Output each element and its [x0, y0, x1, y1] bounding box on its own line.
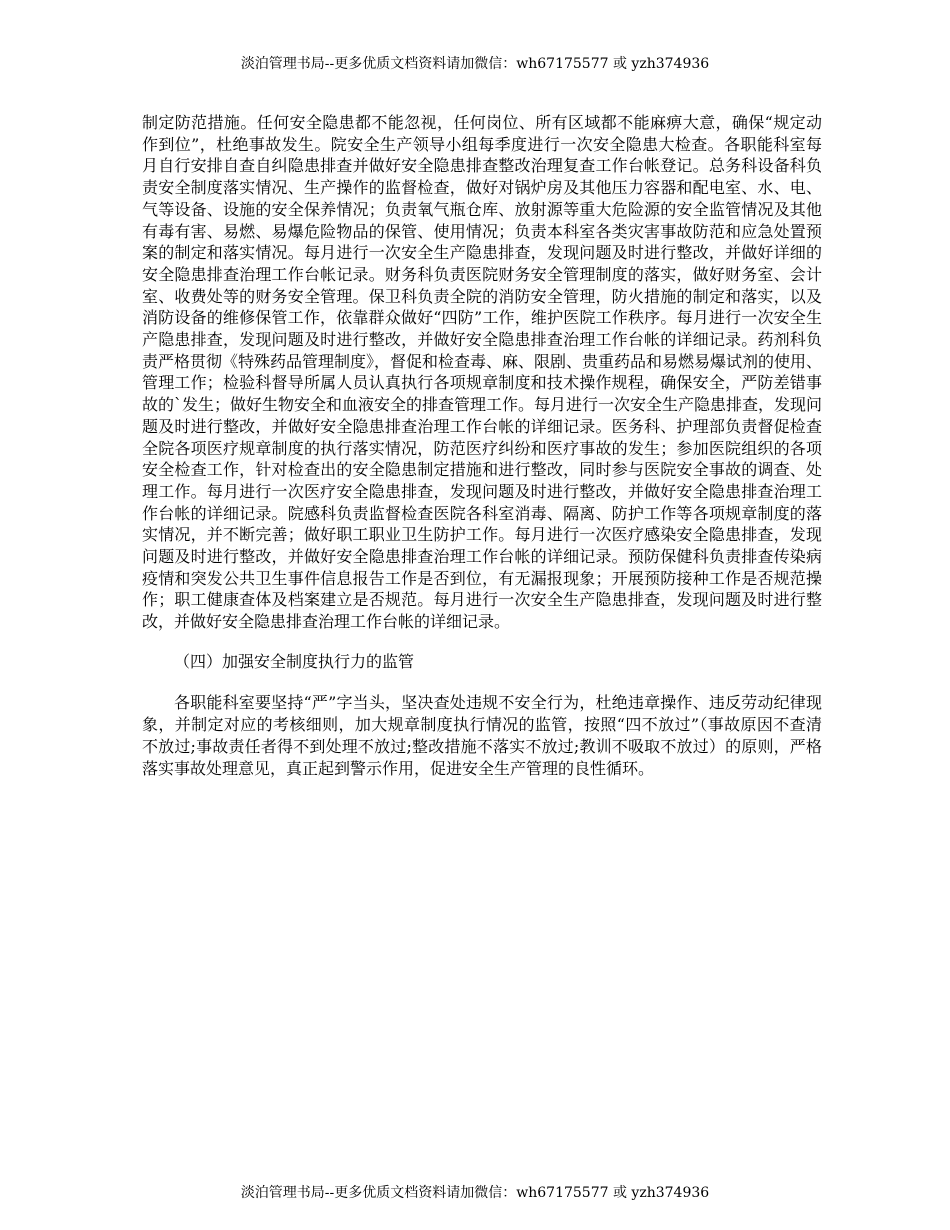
document-body [142, 112, 822, 780]
page-header: 淡泊管理书局--更多优质文档资料请加微信：wh67175577 或 yzh374936 [240, 56, 710, 72]
body-paragraph-2: 各职能科室要坚持“严”字当头，坚决查处违规不安全行为，杜绝违章操作、违反劳动纪律现象，并制定对应的考核细则，加大规章制度执行情况的监管，按照“四不放过”（事故原因不查清不放过;事故责任者得不到处理不放过;整改措施不落实不放过;教训不吸取不放过）的原则，严格落实事故处理意见，真正起到警示作用，促进安全生产管理的良性循环。 [142, 692, 822, 778]
section-heading: （四）加强安全制度执行力的监管 [174, 651, 415, 671]
body-paragraph-1: 制定防范措施。任何安全隐患都不能忽视，任何岗位、所有区域都不能麻痹大意，确保“规定动作到位”，杜绝事故发生。院安全生产领导小组每季度进行一次安全隐患大检查。各职能科室每月自行安排自查自纠隐患排查并做好安全隐患排查整改治理复查工作台帐登记。总务科设备科负责安全制度落实情况、生产操作的监督检查，做好对锅炉房及其他压力容器和配电室、水、电、气等设备、设施的安全保养情况；负责氧气瓶仓库、放射源等重大危险源的安全监管情况及其他有毒有害、易燃、易爆危险物品的保管、使用情况；负责本科室各类灾害事故防范和应急处置预案的制定和落实情况。每月进行一次安全生产隐患排查，发现问题及时进行整改，并做好详细的安全隐患排查治理工作台帐记录。财务科负责医院财务安全管理制度的落实，做好财务室、会计室、收费处等的财务安全管理。保卫科负责全院的消防安全管理，防火措施的制定和落实，以及消防设备的维修保管工作，依靠群众做好“四防”工作，维护医院工作秩序。每月进行一次安全生产隐患排查，发现问题及时进行整改，并做好安全隐患排查治理工作台帐的详细记录。药剂科负责严格贯彻《特殊药品管理制度》，督促和检查毒、麻、限剧、贵重药品和易燃易爆试剂的使用、管理工作；检验科督导所属人员认真执行各项规章制度和技术操作规程，确保安全，严防差错事故的`发生；做好生物安全和血液安全的排查管理工作。每月进行一次安全生产隐患排查，发现问题及时进行整改，并做好安全隐患排查治理工作台帐的详细记录。医务科、护理部负责督促检查全院各项医疗规章制度的执行落实情况，防范医疗纠纷和医疗事故的发生；参加医院组织的各项安全检查工作，针对检查出的安全隐患制定措施和进行整改，同时参与医院安全事故的调查、处理工作。每月进行一次医疗安全隐患排查，发现问题及时进行整改，并做好安全隐患排查治理工作台帐的详细记录。院感科负责监督检查医院各科室消毒、隔离、防护工作等各项规章制度的落实情况，并不断完善；做好职工职业卫生防护工作。每月进行一次医疗感染安全隐患排查，发现问题及时进行整改，并做好安全隐患排查治理工作台帐的详细记录。预防保健科负责排查传染病疫情和突发公共卫生事件信息报告工作是否到位，有无漏报现象；开展预防接种工作是否规范操作；职工健康查体及档案建立是否规范。每月进行一次安全生产隐患排查，发现问题及时进行整改，并做好安全隐患排查治理工作台帐的详细记录。 [142, 113, 823, 632]
page-footer: 淡泊管理书局--更多优质文档资料请加微信：wh67175577 或 yzh374936 [240, 1185, 710, 1201]
